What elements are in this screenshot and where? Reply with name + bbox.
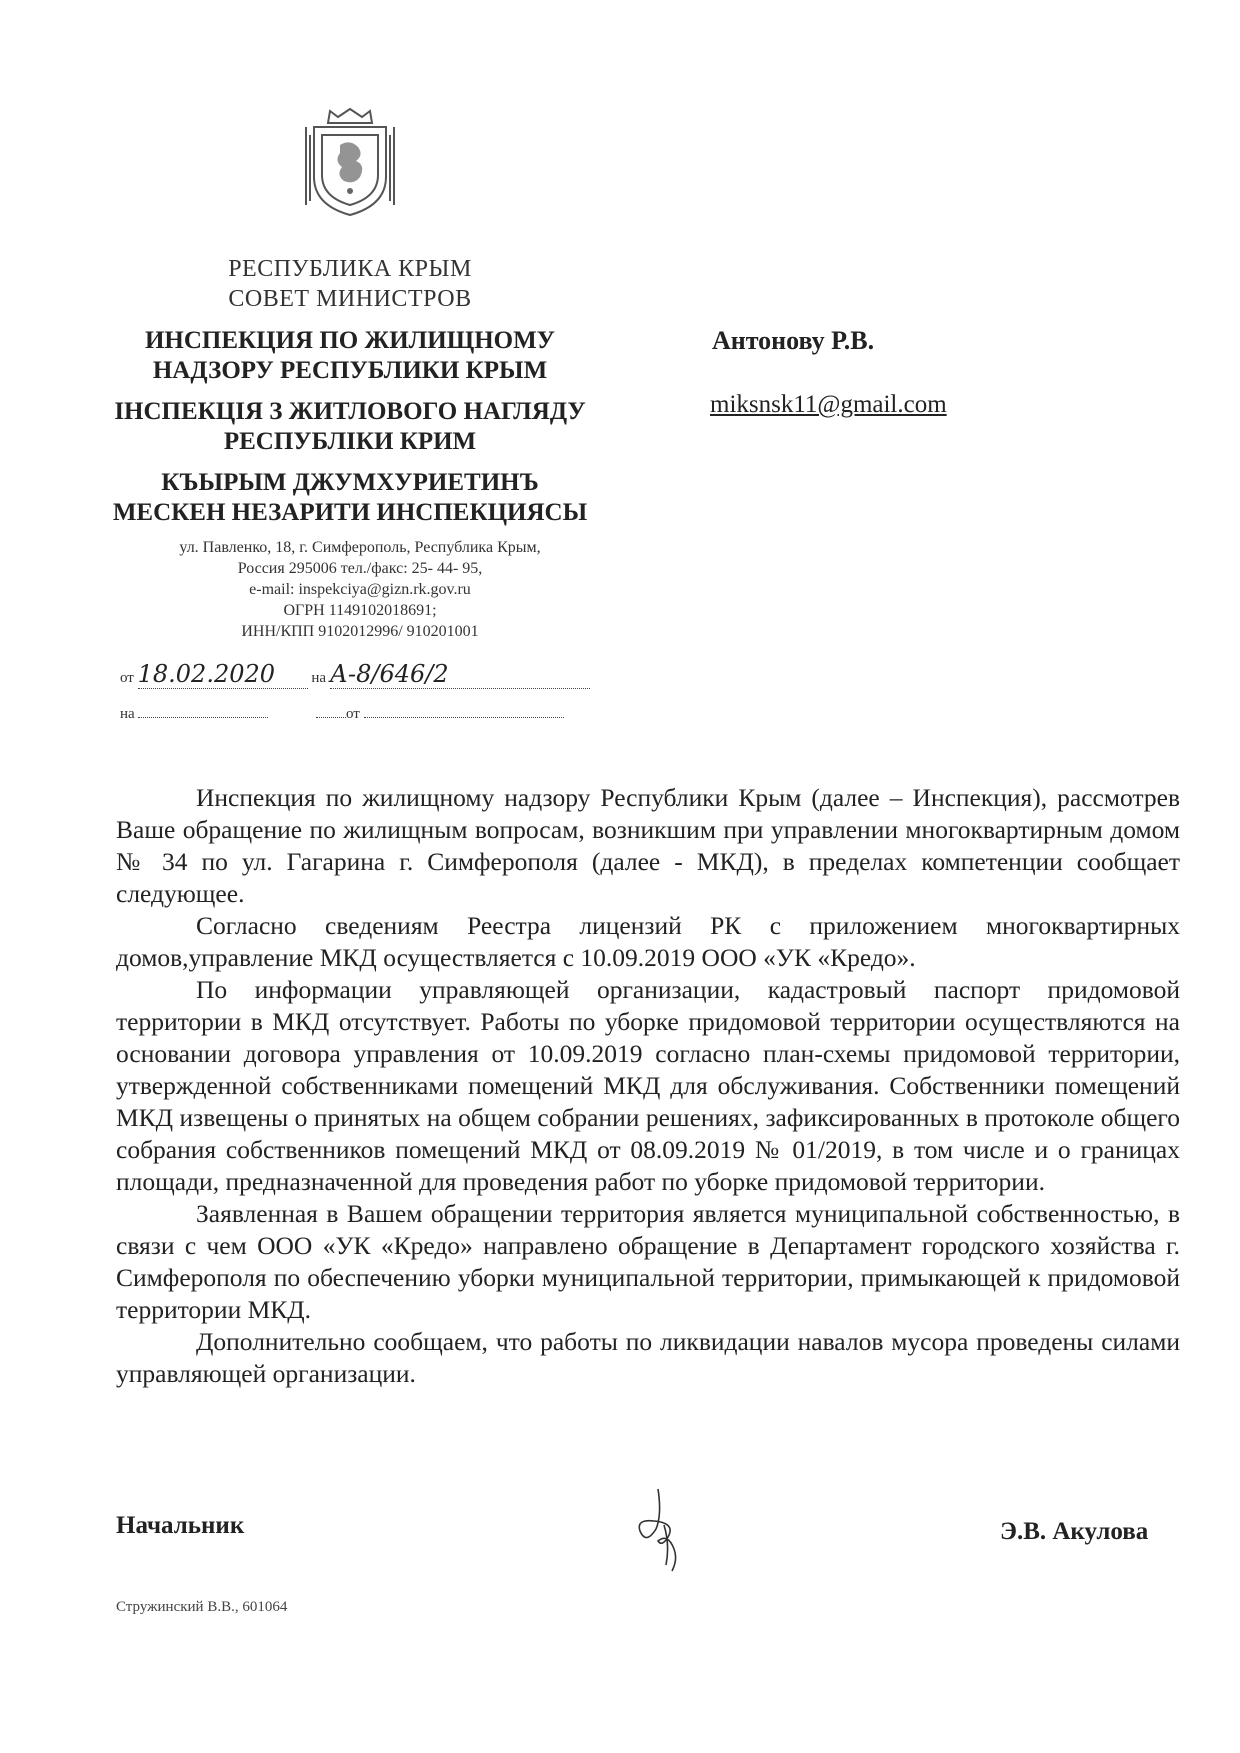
body-paragraph: Инспекция по жилищному надзору Республики Крым (далее – Инспекция), рассмотрев Ваше обращение по жилищным вопросам, возникшим при управлении многоквартирным домом № 34 по ул. Гагарина г. Симферополя (далее - МКД), в пределах компетенции сообщает следующее. [116,783,1180,908]
address-line: Россия 295006 тел./факс: 25- 44- 95, [237,560,483,577]
body-paragraph: Дополнительно сообщаем, что работы по ликвидации навалов мусора проведены силами управляющей организации. [116,1327,1180,1388]
inspection-name-crh [110,468,590,528]
body-paragraph: Заявленная в Вашем обращении территория является муниципальной собственностью, в связи с чем ООО «УК «Кредо» направлено обращение в Департамент городского хозяйства г. Симферополя по обеспечению уборки муниципальной территории, примыкающей к придомовой территории МКД. [116,1199,1180,1324]
reply-to-field [138,717,268,718]
address-ogrn: ОГРН 1149102018691; [283,602,437,619]
outgoing-reference [120,660,590,689]
handwritten-signature-icon [628,1485,688,1575]
letter-body [116,782,1180,1390]
republic-header [200,254,500,314]
body-paragraph: По информации управляющей организации, кадастровый паспорт придомовой территории в МКД отсутствует. Работы по уборке придомовой территории осуществляются на основании договора управления от 10.09.2019 согласно план-схемы придомовой территории, утвержденной собственниками помещений МКД для обслуживания. Собственники помещений МКД извещены о принятых на общем собрании решениях, зафиксированных в протоколе общего собрания собственников помещений МКД от 08.09.2019 № 01/2019, в том числе и о границах площади, предназначенной для проведения работ по уборке придомовой территории. [116,975,1180,1196]
ref-number-label: на [311,670,327,686]
incoming-reference [120,706,564,723]
reply-from-field [364,717,564,718]
republic-name: РЕСПУБЛИКА КРЫМ [228,256,472,282]
inspection-name-ru [110,326,590,386]
reply-pre-field [316,717,346,718]
coat-of-arms-icon [300,105,400,220]
executor-note: Стружинский В.В., 601064 [116,1599,288,1615]
council-name: СОВЕТ МИНИСТРОВ [228,286,472,312]
ref-number: А-8/646/2 [329,660,449,688]
inspection-ru-line: ИНСПЕКЦИЯ ПО ЖИЛИЩНОМУ [144,327,556,354]
ref-date: 18.02.2020 [137,660,276,688]
address-inn: ИНН/КПП 9102012996/ 910201001 [241,623,479,640]
signatory-title: Начальник [116,1512,245,1539]
inspection-crh-line: КЪЫРЫМ ДЖУМХУРИЕТИНЪ [161,469,539,496]
body-paragraph: Согласно сведениям Реестра лицензий РК с приложением многоквартирных домов,управление МКД осуществляется с 10.09.2019 ООО «УК «Кредо». [116,911,1180,972]
recipient-email: miksnsk11@gmail.com [710,391,947,418]
reply-to-label: на [120,706,135,722]
address-email: e-mail: inspekciya@gizn.rk.gov.ru [249,581,471,598]
ref-number-field [330,660,590,689]
inspection-ua-line: ІНСПЕКЦІЯ З ЖИТЛОВОГО НАГЛЯДУ [114,398,586,425]
recipient-name: Антонову Р.В. [712,326,875,355]
organization-address [110,537,610,642]
signatory-name: Э.В. Акулова [1000,1518,1149,1545]
reply-from-label: от [345,706,360,722]
inspection-ru-line: НАДЗОРУ РЕСПУБЛИКИ КРЫМ [152,357,548,384]
inspection-crh-line: МЕСКЕН НЕЗАРИТИ ИНСПЕКЦИЯСЫ [112,499,588,526]
ref-date-field [138,660,308,689]
inspection-ua-line: РЕСПУБЛІКИ КРИМ [223,428,477,455]
inspection-name-ua [110,397,590,457]
address-line: ул. Павленко, 18, г. Симферополь, Республика Крым, [179,539,541,556]
ref-from-label: от [120,670,134,686]
